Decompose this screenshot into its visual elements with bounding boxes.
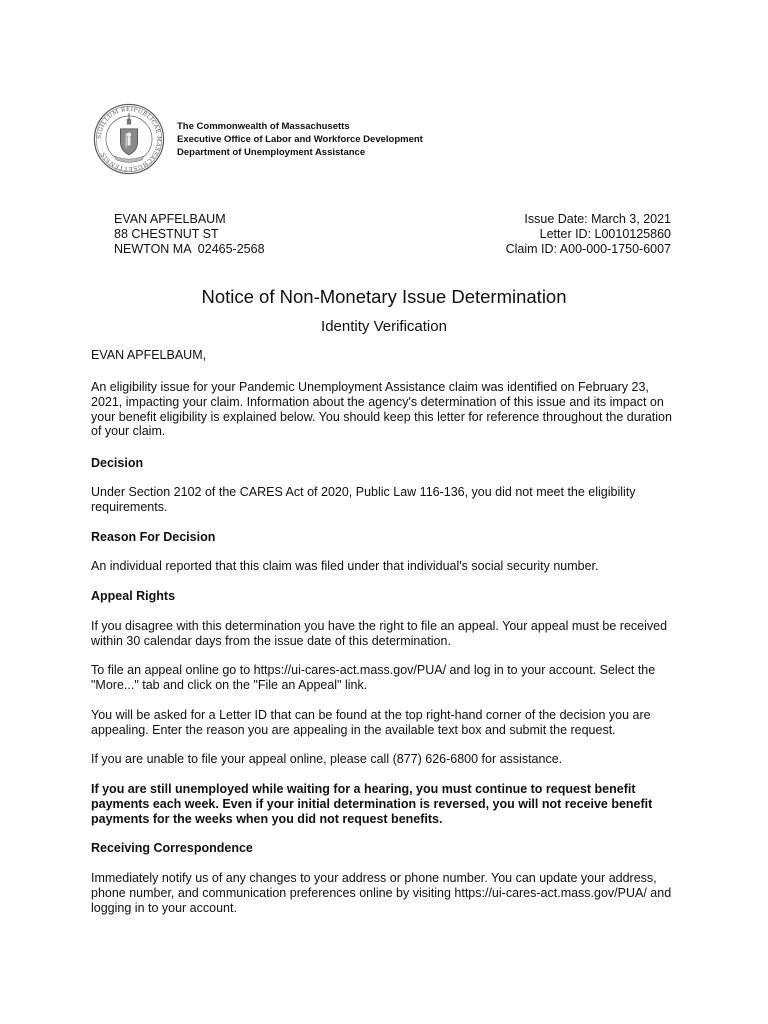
agency-header [177, 120, 423, 159]
recipient-name: EVAN APFELBAUM [114, 212, 226, 226]
massachusetts-seal-icon [93, 103, 165, 175]
recipient-address [114, 212, 265, 257]
recipient-city: NEWTON MA 02465-2568 [114, 242, 265, 256]
agency-line-executive-office: Executive Office of Labor and Workforce Development [177, 134, 423, 145]
correspondence-heading: Receiving Correspondence [91, 841, 253, 855]
appeal-paragraph-3: You will be asked for a Letter ID that can be found at the top right-hand corner of the decision you are appealing. Enter the reason you are appealing in the available text box and submit the request. [91, 708, 651, 737]
issue-date: Issue Date: March 3, 2021 [524, 212, 671, 226]
reason-text: An individual reported that this claim was filed under that individual's social security number. [91, 559, 599, 573]
appeal-bold-notice: If you are still unemployed while waiting for a hearing, you must continue to request benefit payments each week. Even if your initial determination is reversed, you will not receive benefit payments for the weeks when you did not request benefits. [91, 782, 653, 826]
letter-id: Letter ID: L0010125860 [539, 227, 671, 241]
page-title: Notice of Non-Monetary Issue Determination [201, 286, 567, 307]
recipient-street: 88 CHESTNUT ST [114, 227, 219, 241]
salutation: EVAN APFELBAUM, [91, 348, 207, 362]
agency-line-department: Department of Unemployment Assistance [177, 147, 366, 158]
claim-id: Claim ID: A00-000-1750-6007 [505, 242, 671, 256]
page-subtitle: Identity Verification [321, 318, 447, 335]
reason-heading: Reason For Decision [91, 530, 216, 544]
appeal-paragraph-1: If you disagree with this determination you have the right to file an appeal. Your appeal must be received within 30 calendar days from the issue date of this determination. [91, 619, 668, 648]
letter-meta [506, 212, 671, 257]
decision-heading: Decision [91, 456, 144, 470]
appeal-paragraph-2: To file an appeal online go to https://ui-cares-act.mass.gov/PUA/ and log in to your account. Select the "More..." tab and click on the "File an Appeal" link. [91, 663, 656, 692]
correspondence-text: Immediately notify us of any changes to your address or phone number. You can update your address, phone number, and communication preferences online by visiting https://ui-cares-act.mass.gov/PUA/ and logging in to your account. [91, 871, 672, 915]
appeal-heading: Appeal Rights [91, 589, 176, 603]
appeal-paragraph-4: If you are unable to file your appeal online, please call (877) 626-6800 for assistance. [91, 752, 563, 766]
intro-paragraph: An eligibility issue for your Pandemic Unemployment Assistance claim was identified on February 23, 2021, impacting your claim. Information about the agency's determination of this issue and its impact on your benefit eligibility is explained below. You should keep this letter for reference throughout the duration of your claim. [91, 380, 672, 439]
agency-line-commonwealth: The Commonwealth of Massachusetts [177, 121, 350, 132]
svg-text:SIGILLUM REIPUBLICAE MASSACHUS: SIGILLUM REIPUBLICAE MASSACHUSETTENSIS [96, 106, 162, 172]
decision-text: Under Section 2102 of the CARES Act of 2020, Public Law 116-136, you did not meet the eligibility requirements. [91, 485, 636, 514]
